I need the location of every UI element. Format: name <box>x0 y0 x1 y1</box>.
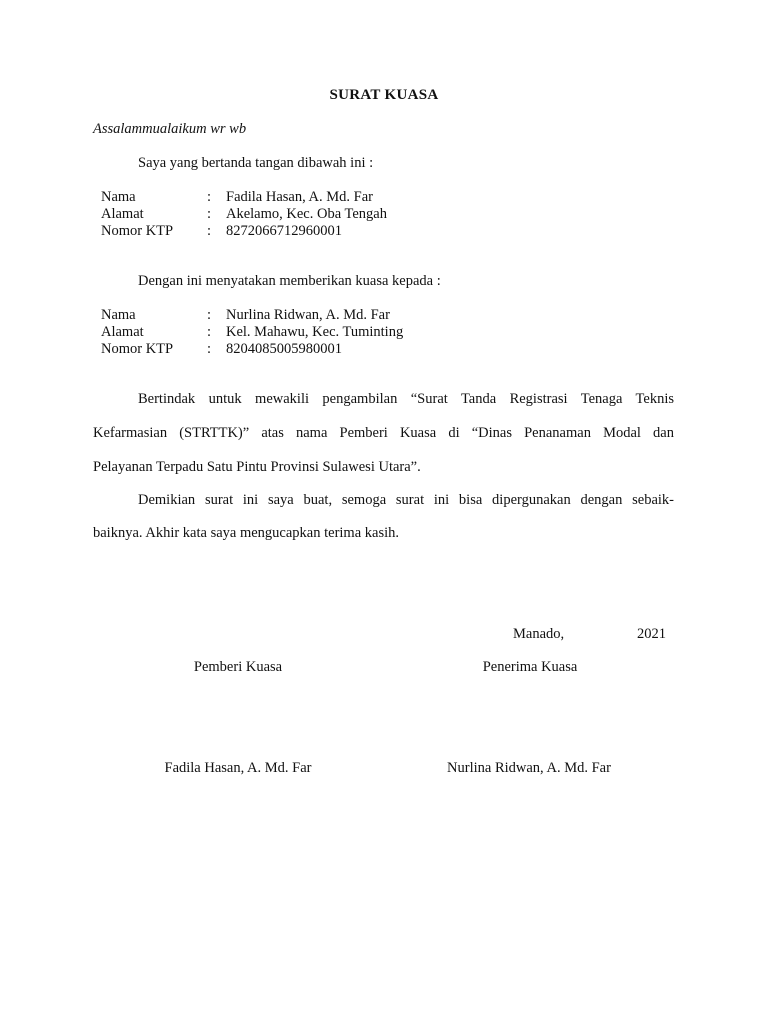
grantee-role: Penerima Kuasa <box>482 659 578 675</box>
field-value: Fadila Hasan, A. Md. Far <box>226 189 373 205</box>
field-colon: : <box>207 307 212 323</box>
grantee-name-row <box>101 307 601 325</box>
field-colon: : <box>207 223 212 239</box>
grantee-signatory-name: Nurlina Ridwan, A. Md. Far <box>447 760 611 776</box>
paragraph-line: Pelayanan Terpadu Satu Pintu Provinsi Sulawesi Utara”. <box>93 459 421 475</box>
field-colon: : <box>207 341 212 357</box>
field-colon: : <box>207 189 212 205</box>
paragraph-line: Kefarmasian (STRTTK)” atas nama Pemberi Kuasa di “Dinas Penanaman Modal dan <box>93 425 674 441</box>
field-value: Akelamo, Kec. Oba Tengah <box>226 206 387 222</box>
field-colon: : <box>207 206 212 222</box>
grantee-address-row <box>101 324 601 342</box>
paragraph-line: baiknya. Akhir kata saya mengucapkan terima kasih. <box>93 525 400 541</box>
letter-place: Manado, <box>513 626 565 642</box>
field-value: Nurlina Ridwan, A. Md. Far <box>226 307 390 323</box>
grantor-address-row <box>101 206 601 224</box>
paragraph-line: Bertindak untuk mewakili pengambilan “Surat Tanda Registrasi Tenaga Teknis <box>138 391 674 407</box>
statement-text: Dengan ini menyatakan memberikan kuasa kepada : <box>138 273 441 289</box>
field-label: Nama <box>101 307 136 323</box>
grantor-role: Pemberi Kuasa <box>193 659 283 675</box>
grantee-ktp-row <box>101 341 601 359</box>
field-label: Nomor KTP <box>101 341 174 357</box>
field-value: 8204085005980001 <box>226 341 342 357</box>
grantor-name-row <box>101 189 601 207</box>
grantor-signatory-name: Fadila Hasan, A. Md. Far <box>164 760 312 776</box>
field-colon: : <box>207 324 212 340</box>
field-label: Alamat <box>101 206 144 222</box>
field-label: Nama <box>101 189 136 205</box>
field-value: 8272066712960001 <box>226 223 342 239</box>
field-value: Kel. Mahawu, Kec. Tuminting <box>226 324 404 340</box>
paragraph-line: Demikian surat ini saya buat, semoga surat ini bisa dipergunakan dengan sebaik- <box>138 492 674 508</box>
grantor-ktp-row <box>101 223 601 241</box>
field-label: Nomor KTP <box>101 223 174 239</box>
letter-title: SURAT KUASA <box>329 87 439 103</box>
intro-text: Saya yang bertanda tangan dibawah ini : <box>138 155 374 171</box>
greeting: Assalammualaikum wr wb <box>93 121 247 137</box>
field-label: Alamat <box>101 324 144 340</box>
letter-year: 2021 <box>637 626 666 642</box>
